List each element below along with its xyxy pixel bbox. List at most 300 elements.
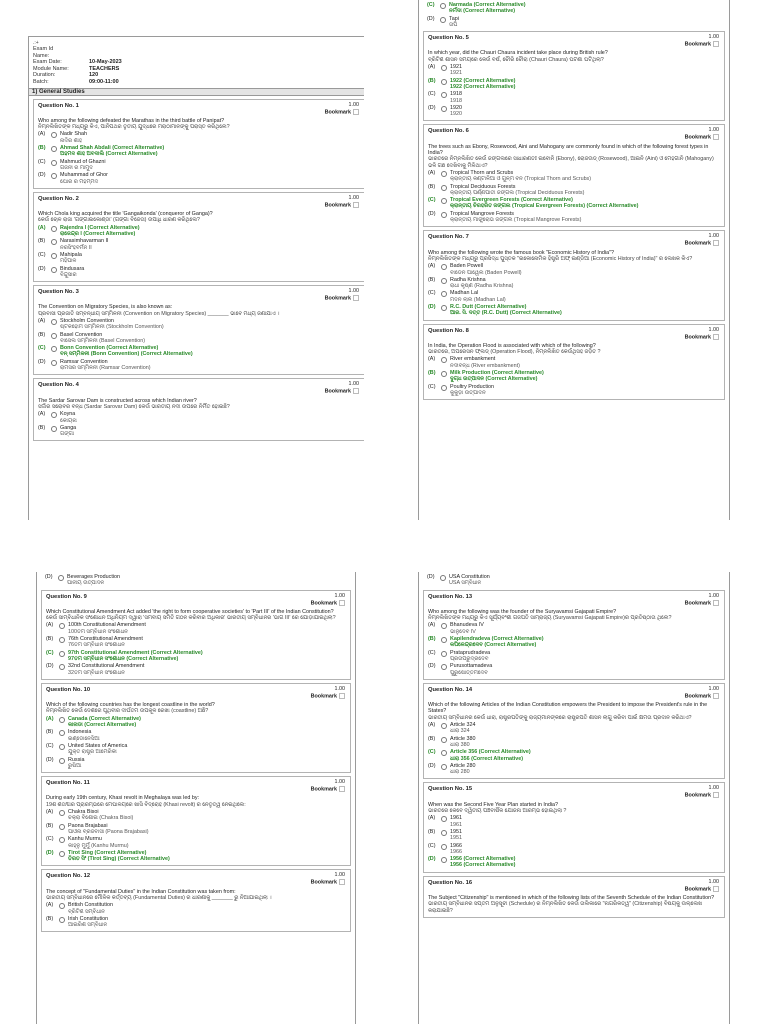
bookmark-toggle[interactable] [325,109,359,116]
option-text-or: ଗଜନୀ ର ମାମୁଦ [60,164,93,171]
question-marks: 1.00 [708,685,719,692]
question-text-odia: ବ୍ରିଟିଶ ଶାସନ ସମୟରେ କେଉଁ ବର୍ଷ, ଚୌରି ଚୌରା (Chauri Chaura) ଘଟଣା ଘଟିଥିଲା? [428,56,604,63]
bookmark-toggle[interactable] [685,41,719,48]
option[interactable] [46,823,346,836]
bookmark-toggle[interactable] [311,786,345,793]
option-letter: (A) [38,131,46,138]
bookmark-toggle[interactable] [325,202,359,209]
option-text [68,663,346,676]
radio-icon[interactable] [441,305,447,311]
option-correct[interactable] [428,749,720,762]
option[interactable] [38,159,360,172]
radio-icon[interactable] [441,844,447,850]
radio-icon[interactable] [51,132,57,138]
option[interactable] [428,384,720,397]
option[interactable] [428,622,720,635]
option-text [450,815,720,828]
question-number: Question No. 13 [428,593,473,600]
question-card [33,192,364,282]
option[interactable] [46,757,346,770]
option-correct[interactable] [428,370,720,383]
bookmark-checkbox[interactable] [353,202,359,208]
option[interactable] [428,64,720,77]
option-text [68,902,346,915]
bookmark-toggle[interactable] [685,693,719,700]
option-text-en: Article 280 [450,762,476,769]
option-letter: (A) [428,169,436,176]
option-text [60,252,360,265]
question-card [41,683,351,773]
option[interactable] [46,916,346,929]
option[interactable] [428,105,720,118]
radio-icon[interactable] [440,575,446,581]
header-row [33,46,364,53]
option-text-or: ଦୁଗ୍ଧ ଉତ୍ପାଦନ (Correct Alternative) [450,376,538,383]
exam-header [29,46,364,86]
option-correct[interactable] [46,716,346,729]
option-text [449,16,721,29]
option[interactable] [428,277,720,290]
question-card [423,124,725,227]
option-letter: (D) [428,856,436,863]
question-card [33,285,364,375]
option[interactable] [427,16,721,29]
question-text-odia: ଭାରତରେ ନିମ୍ନଲିଖିତ କେଉଁ ଜଙ୍ଗଲରେ ସାଧାରଣତଃ ଇବୋନି (Ebony), ରୋଜଉଡ୍ (Rosewood), ଆଇନି (Aini) ଓ ମେହଗାନି (Mahogany) ଭଳି ଗଛ ଦେଖିବାକୁ ମିଳିଥାଏ? [428,156,714,169]
header-value: 10-May-2023 [89,59,122,66]
question-marks: 1.00 [708,326,719,333]
header-row [33,53,364,60]
radio-icon[interactable] [441,291,447,297]
option-correct[interactable] [46,650,346,663]
option-letter: (C) [428,383,436,390]
option-text-en: Kanhu Murmu [68,836,102,843]
option-letter: (A) [428,622,436,629]
option-text [450,663,720,676]
option-text-en: 97th Constitutional Amendment (Correct Alternative) [68,649,203,656]
question-marks: 1.00 [348,101,359,108]
radio-icon[interactable] [51,160,57,166]
bookmark-label: Bookmark [684,334,711,340]
option-text-en: Chakra Bisoi [68,809,99,816]
option-text-or: ନାଦିର ଶାହ [60,137,83,144]
question-number: Question No. 4 [38,382,79,389]
option-text [450,91,720,104]
option[interactable] [46,622,346,635]
radio-icon[interactable] [441,264,447,270]
radio-icon[interactable] [59,903,65,909]
radio-icon[interactable] [51,267,57,273]
option-text-en: 1961 [450,815,462,822]
option-text [450,722,720,735]
question-list-1 [29,99,364,442]
radio-icon[interactable] [441,623,447,629]
header-value: TEACHERS [89,65,120,72]
radio-icon[interactable] [58,575,64,581]
option-text [450,263,720,276]
radio-icon[interactable] [441,185,447,191]
radio-icon[interactable] [441,212,447,218]
option[interactable] [46,663,346,676]
option-text-en: Narasimhavarman II [60,238,109,245]
option[interactable] [428,290,720,303]
option[interactable] [428,843,720,856]
option-text-en: 1922 (Correct Alternative) [450,77,516,84]
radio-icon[interactable] [441,106,447,112]
option[interactable] [428,722,720,735]
option[interactable] [46,836,346,849]
bookmark-checkbox[interactable] [713,792,719,798]
radio-icon[interactable] [51,333,57,339]
option[interactable] [38,359,360,372]
option[interactable] [46,743,346,756]
option[interactable] [427,574,721,587]
question-marks: 1.00 [708,233,719,240]
bookmark-label: Bookmark [310,879,337,886]
option-letter: (B) [38,424,46,431]
option-text-en: Stockholm Convention [60,317,114,324]
continued-options [427,574,721,587]
option[interactable] [428,356,720,369]
radio-icon[interactable] [51,173,57,179]
option-letter: (D) [46,663,54,670]
option-text-or: କ୍ରାନ୍ତୀୟ କଣ୍ଟାଳିଆ ଓ ଗୁଳ୍ମ ବନ (Tropical Thorn and Scrubs) [450,176,592,183]
radio-icon[interactable] [51,146,57,152]
bookmark-checkbox[interactable] [339,879,345,885]
question-text-odia: କେଉଁ ସାମ୍ବିଧାନିକ ସଂଶୋଧନ ଅଧିନିୟମ ଦ୍ୱାରା 'ସମବାୟ ସମିତି ଗଠନ କରିବାର ଅଧିକାର' ଭାରତୀୟ ସମ୍ବିଧାନର 'ଭାଗ III' ରେ ଯୋଡ଼ାଯାଇଥିଲା? [46,615,336,622]
radio-icon[interactable] [51,239,57,245]
radio-icon[interactable] [59,810,65,816]
radio-icon[interactable] [441,92,447,98]
option-text-en: 76th Constitutional Amendment [68,636,143,643]
option-correct[interactable] [428,197,720,210]
option-text-or: ପାନୀୟ ଉତ୍ପାଦନ [67,580,105,587]
option[interactable] [38,172,360,185]
option-correct[interactable] [428,856,720,869]
bookmark-toggle[interactable] [311,600,345,607]
option-letter: (A) [38,411,46,418]
header-key: Duration: [33,72,56,79]
option[interactable] [428,829,720,842]
bookmark-label: Bookmark [324,388,351,395]
option-text-or: ରୁଷିଆ [68,762,82,769]
radio-icon[interactable] [440,3,446,9]
question-number: Question No. 1 [38,102,79,109]
option-letter: (D) [428,762,436,769]
option-text [60,359,360,372]
option-text [67,574,347,587]
bookmark-checkbox[interactable] [339,786,345,792]
question-marks: 1.00 [334,872,345,879]
radio-icon[interactable] [441,816,447,822]
radio-icon[interactable] [51,412,57,418]
radio-icon[interactable] [51,360,57,366]
radio-icon[interactable] [441,278,447,284]
radio-icon[interactable] [51,319,57,325]
bookmark-toggle[interactable] [685,600,719,607]
bookmark-checkbox[interactable] [353,388,359,394]
option-text-en: Ahmad Shah Abdali (Correct Alternative) [60,145,165,152]
question-card [423,683,725,780]
option-text [60,332,360,345]
option[interactable] [38,238,360,251]
option-correct[interactable] [38,145,360,158]
option-letter: (A) [38,317,46,324]
option-text [450,843,720,856]
radio-icon[interactable] [441,723,447,729]
option-text-or: 1956 (Correct Alternative) [450,862,516,869]
question-marks: 1.00 [348,381,359,388]
bookmark-toggle[interactable] [685,134,719,141]
option[interactable] [38,252,360,265]
bookmark-toggle[interactable] [325,388,359,395]
question-card [33,378,364,441]
option[interactable] [428,736,720,749]
option-text [450,650,720,663]
radio-icon[interactable] [59,824,65,830]
radio-icon[interactable] [59,717,65,723]
question-marks: 1.00 [348,288,359,295]
option-letter: (C) [428,290,436,297]
radio-icon[interactable] [441,737,447,743]
option-correct[interactable] [428,304,720,317]
bookmark-label: Bookmark [324,295,351,302]
radio-icon[interactable] [59,637,65,643]
option-text-or: ଘୋର ର ମହମ୍ମଦ [60,178,99,185]
bookmark-label: Bookmark [684,600,711,607]
option[interactable] [38,332,360,345]
option-letter: (C) [46,649,54,656]
option[interactable] [428,170,720,183]
question-number: Question No. 16 [428,879,473,886]
option-letter: (D) [45,574,53,580]
option-letter: (B) [46,915,54,922]
radio-icon[interactable] [59,651,65,657]
option[interactable] [46,636,346,649]
option-text [60,145,360,158]
question-text: Which Chola king acquired the title 'Gangaikonda' (conqueror of Ganga)? [38,211,213,218]
radio-icon[interactable] [441,79,447,85]
question-text: Who among the following defeated the Marathas in the third battle of Panipat? [38,117,225,124]
option-text-or: ନରସିଂହବର୍ମନ II [60,244,92,251]
option-letter: (D) [38,172,46,179]
bookmark-checkbox[interactable] [713,600,719,606]
option[interactable] [46,809,346,822]
option-letter: (C) [428,749,436,756]
option-text-en: R.C. Dutt (Correct Alternative) [450,303,527,310]
radio-icon[interactable] [59,837,65,843]
option[interactable] [428,184,720,197]
radio-icon[interactable] [440,17,446,23]
question-number: Question No. 3 [38,289,79,296]
radio-icon[interactable] [59,664,65,670]
bookmark-toggle[interactable] [685,334,719,341]
option-text-en: Milk Production (Correct Alternative) [450,370,544,377]
option-correct[interactable] [427,2,721,15]
option[interactable] [46,902,346,915]
option[interactable] [38,266,360,279]
option-text-or: ବନ୍ ସମ୍ମିଳନୀ (Bonn Convention) (Correct Alternative) [60,351,193,358]
option-correct[interactable] [38,225,360,238]
bookmark-checkbox[interactable] [339,693,345,699]
radio-icon[interactable] [59,917,65,923]
option-text [68,650,346,663]
question-card [33,99,364,189]
bookmark-toggle[interactable] [325,295,359,302]
option-text-en: 1956 (Correct Alternative) [450,856,516,863]
bookmark-checkbox[interactable] [339,600,345,606]
option-text [450,622,720,635]
option[interactable] [428,663,720,676]
radio-icon[interactable] [441,664,447,670]
bookmark-checkbox[interactable] [713,41,719,47]
option[interactable] [45,574,347,587]
question-card [423,230,725,320]
option[interactable] [428,91,720,104]
question-text: When was the Second Five Year Plan started in India? [428,801,559,808]
radio-icon[interactable] [59,730,65,736]
radio-icon[interactable] [441,637,447,643]
radio-icon[interactable] [441,830,447,836]
radio-icon[interactable] [59,851,65,857]
radio-icon[interactable] [51,426,57,432]
radio-icon[interactable] [51,226,57,232]
option-text-en: Tropical Thorn and Scrubs [450,169,514,176]
option-text-en: Tropical Mangrove Forests [450,210,514,217]
header-value: 09:00-11:00 [89,78,119,85]
option-text-en: Narmada (Correct Alternative) [449,2,526,8]
option-text-en: Russia [68,756,85,763]
option-text-en: Bonn Convention (Correct Alternative) [60,345,159,352]
bookmark-checkbox[interactable] [713,693,719,699]
option-text-en: Article 380 [450,735,476,742]
option-letter: (B) [428,735,436,742]
radio-icon[interactable] [59,623,65,629]
option-text-or: ବାସେଲ ସମ୍ମିଳନୀ (Basel Convention) [60,337,146,344]
bookmark-toggle[interactable] [685,886,719,893]
option-text-or: 1922 (Correct Alternative) [450,83,516,90]
option-text-en: Kapilendradeva (Correct Alternative) [450,636,544,643]
option[interactable] [46,729,346,742]
question-text: The Convention on Migratory Species, is also known as: [38,304,173,311]
radio-icon[interactable] [441,357,447,363]
option-text [60,318,360,331]
radio-icon[interactable] [441,857,447,863]
radio-icon[interactable] [59,744,65,750]
question-card [41,590,351,680]
bookmark-checkbox[interactable] [713,886,719,892]
option-text [60,238,360,251]
option-letter: (B) [428,183,436,190]
option-text [68,916,346,929]
option-text-or: ମଦନ ଲାଲ (Madhan Lal) [450,296,506,303]
radio-icon[interactable] [51,346,57,352]
option[interactable] [38,425,360,438]
option-correct[interactable] [38,345,360,358]
radio-icon[interactable] [441,385,447,391]
option[interactable] [428,815,720,828]
header-key: Batch: [33,78,49,85]
option-correct[interactable] [46,850,346,863]
continued-options-2 [419,2,729,28]
bookmark-checkbox[interactable] [353,295,359,301]
question-number: Question No. 6 [428,128,469,135]
header-row [33,72,364,79]
question-text: The Sardar Sarovar Dam is constructed across which Indian river? [38,397,197,404]
option-text [450,78,720,91]
question-marks: 1.00 [334,592,345,599]
option-text [450,749,720,762]
option-text-en: Tropical Evergreen Forests (Correct Alternative) [450,197,573,204]
bookmark-checkbox[interactable] [713,240,719,246]
radio-icon[interactable] [441,651,447,657]
option-text [60,131,360,144]
option[interactable] [38,131,360,144]
radio-icon[interactable] [441,65,447,71]
bookmark-checkbox[interactable] [713,334,719,340]
option-text [60,172,360,185]
option-text-or: 100ତମ ସମ୍ବିଧାନ ସଂଶୋଧନ [68,628,128,635]
bookmark-checkbox[interactable] [353,109,359,115]
bookmark-label: Bookmark [310,786,337,793]
question-card [423,31,725,121]
option-letter: (C) [428,197,436,204]
radio-icon[interactable] [441,171,447,177]
bookmark-toggle[interactable] [311,693,345,700]
option-text-en: Article 324 [450,722,476,729]
option-letter: (B) [38,331,46,338]
bookmark-checkbox[interactable] [713,134,719,140]
option[interactable] [428,211,720,224]
option-text [450,736,720,749]
option-text [450,356,720,369]
option[interactable] [428,650,720,663]
option-letter: (B) [428,276,436,283]
radio-icon[interactable] [441,371,447,377]
bookmark-toggle[interactable] [311,879,345,886]
option-correct[interactable] [428,636,720,649]
option-text-or: ବାଡେନ ପାୱେଲ (Baden Powell) [450,269,522,276]
option-letter: (B) [428,636,436,643]
option[interactable] [428,263,720,276]
radio-icon[interactable] [441,198,447,204]
question-text-odia: ନିମ୍ନଲିଖିତ କେଉଁ ଦେଶରେ ପୃଥିବୀର ଦୀର୍ଘତମ ଉପକୂଳ ରେଖା (coastline) ଅଛି? [46,708,209,715]
bookmark-toggle[interactable] [685,240,719,247]
radio-icon[interactable] [51,253,57,259]
option-text-or: କ୍ରାନ୍ତୀୟ ଚିରହରିତ ଜଙ୍ଗଲ (Tropical Evergreen Forests) (Correct Alternative) [450,203,639,210]
option[interactable] [38,411,360,424]
option-letter: (B) [46,822,54,829]
question-number: Question No. 9 [46,593,87,600]
page-2 [418,0,730,520]
option-text [450,211,720,224]
option[interactable] [38,318,360,331]
option-text-or: ଚକ୍ରା ବିଶୋଇ (Chakra Bisoi) [68,815,134,822]
option-text [68,757,346,770]
option-text-en: 1966 [450,842,462,849]
option-text [450,304,720,317]
option[interactable] [428,763,720,776]
radio-icon[interactable] [441,764,447,770]
radio-icon[interactable] [441,750,447,756]
option-letter: (A) [428,356,436,363]
option-correct[interactable] [428,78,720,91]
radio-icon[interactable] [59,758,65,764]
option-text [450,197,720,210]
bookmark-toggle[interactable] [685,792,719,799]
option-letter: (B) [428,77,436,84]
option-letter: (A) [46,809,54,816]
continued-options-3 [37,574,355,587]
